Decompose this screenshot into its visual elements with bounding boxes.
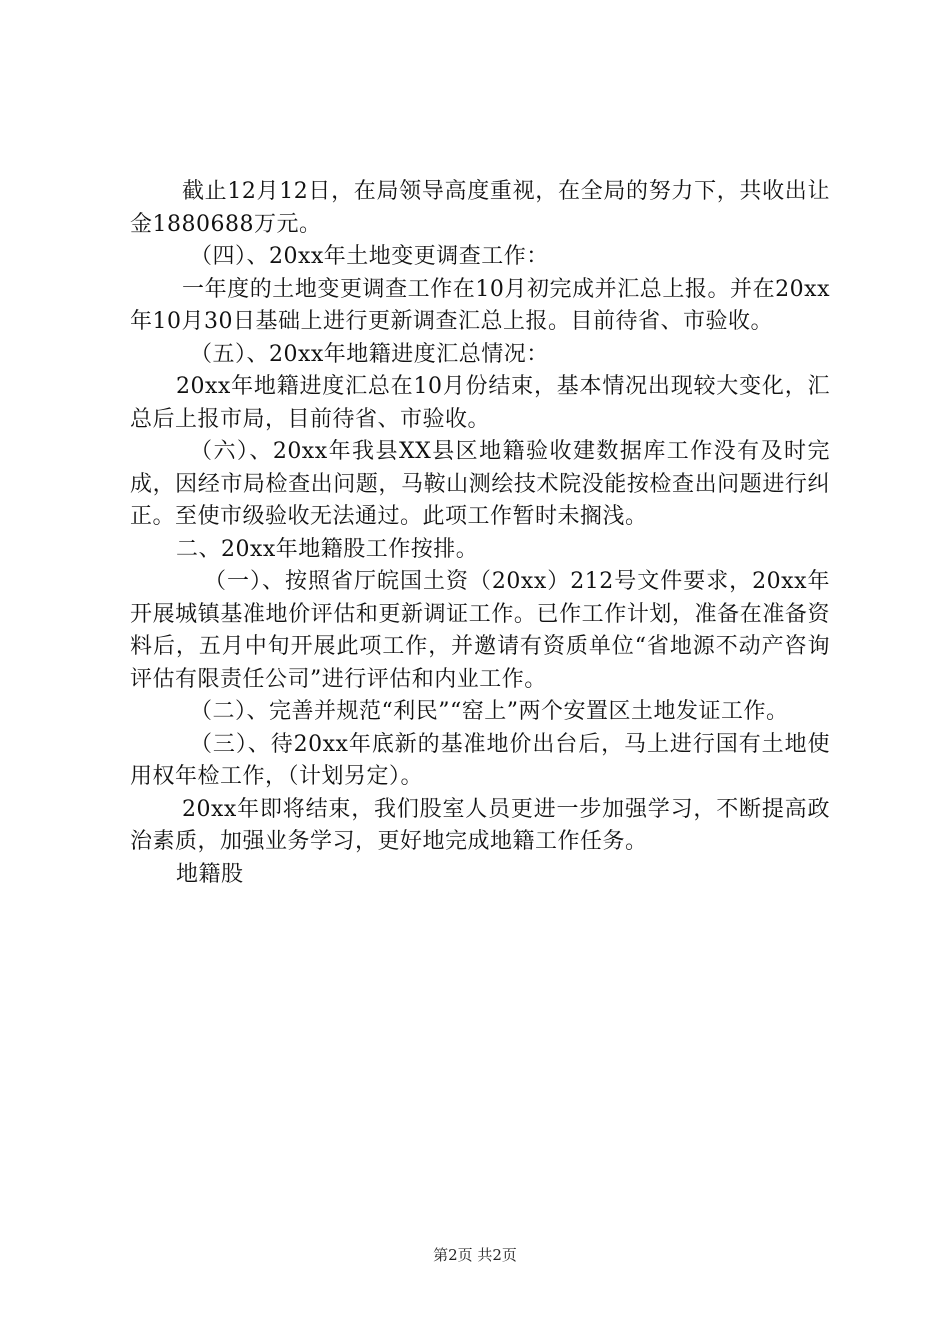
paragraph-5: 20xx年地籍进度汇总在10月份结束，基本情况出现较大变化，汇总后上报市局，目前待省、市验收。 xyxy=(130,374,830,432)
paragraph-9: （二）、完善并规范“利民”“窑上”两个安置区土地发证工作。 xyxy=(190,699,789,724)
paragraph-2-heading: （四）、20xx年土地变更调查工作： xyxy=(190,244,549,269)
paragraph-6: （六）、20xx年我县XX县区地籍验收建数据库工作没有及时完成，因经市局检查出问题，马鞍山测绘技术院没能按检查出问题进行纠正。至使市级验收无法通过。此项工作暂时未搁浅。 xyxy=(130,439,830,529)
document-body xyxy=(130,176,830,891)
paragraph-4-heading: （五）、20xx年地籍进度汇总情况： xyxy=(190,341,549,367)
paragraph-1: 截止12月12日，在局领导高度重视，在全局的努力下，共收出让金1880688万元。 xyxy=(130,179,830,237)
signature-department: 地籍股 xyxy=(176,861,244,887)
page-number-footer: 第2页 共2页 xyxy=(433,1246,517,1264)
paragraph-10: （三）、待20xx年底新的基准地价出台后，马上进行国有土地使用权年检工作，（计划另定）。 xyxy=(130,731,830,789)
paragraph-7-heading: 二、20xx年地籍股工作按排。 xyxy=(176,536,479,562)
paragraph-11: 20xx年即将结束，我们股室人员更进一步加强学习，不断提高政治素质，加强业务学习，更好地完成地籍工作任务。 xyxy=(130,796,830,854)
paragraph-8: （一）、按照省厅皖国土资（20xx）212号文件要求，20xx年开展城镇基准地价评估和更新调证工作。已作工作计划，准备在准备资料后，五月中旬开展此项工作，并邀请有资质单位“省地源不动产咨询评估有限责任公司”进行评估和内业工作。 xyxy=(130,569,830,692)
paragraph-3: 一年度的土地变更调查工作在10月初完成并汇总上报。并在20xx年10月30日基础上进行更新调查汇总上报。目前待省、市验收。 xyxy=(130,276,830,334)
